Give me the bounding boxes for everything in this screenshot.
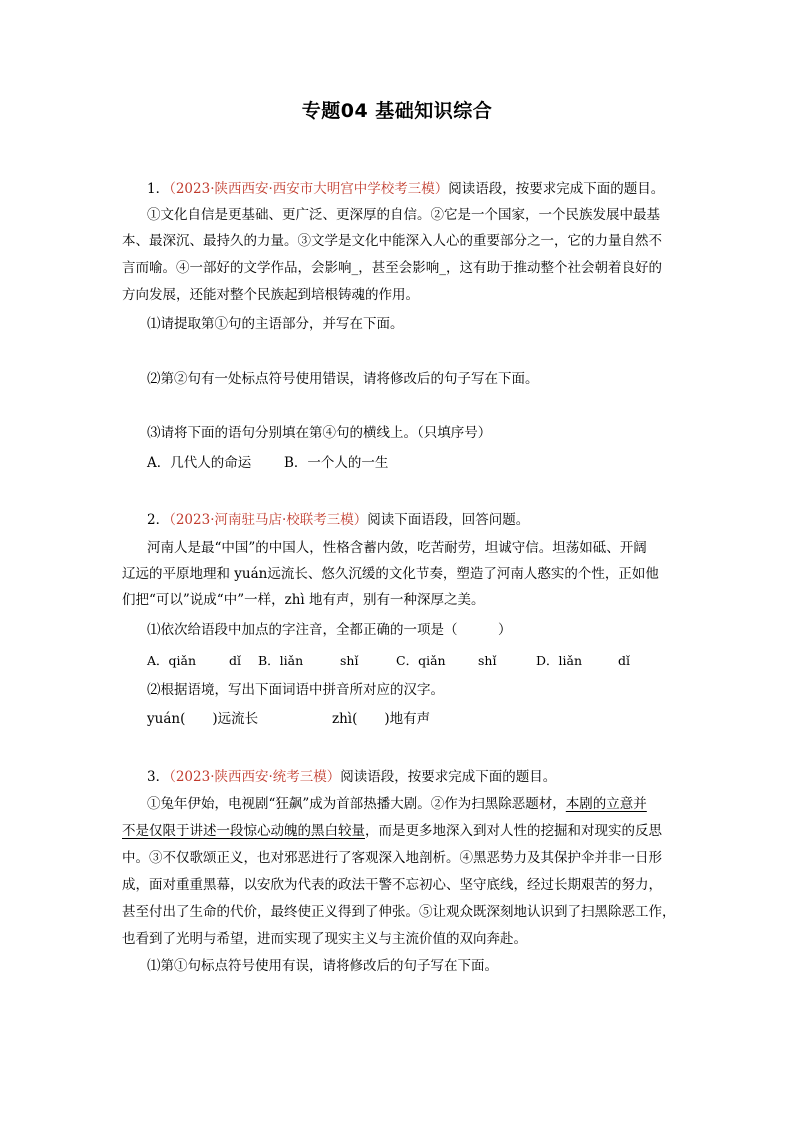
option-value: shǐ: [340, 653, 359, 668]
fill-in-item: yuán( )远流长: [147, 711, 259, 727]
question-prompt: 阅读语段，按要求完成下面的题目。: [340, 769, 557, 785]
passage-line: 中。③不仅歌颂正义，也对邪恶进行了客观深入地剖析。④黑恶势力及其保护伞并非一日形: [122, 850, 662, 866]
question-source: （2023·陕西西安·西安市大明宫中学校考三模）: [169, 181, 449, 197]
question-source: （2023·河南驻马店·校联考三模）: [169, 512, 368, 528]
passage-line: 方向发展，还能对整个民族起到培根铸魂的作用。: [122, 287, 419, 303]
question-prompt: 阅读语段，按要求完成下面的题目。: [448, 181, 665, 197]
sub-question: ⑵根据语境，写出下面词语中拼音所对应的汉字。: [147, 682, 444, 698]
fill-in-item: zhì( )地有声: [332, 711, 431, 727]
underlined-text: 本剧的立意并: [565, 796, 647, 812]
question-prompt: 阅读下面语段，回答问题。: [367, 512, 530, 528]
question-2-header: [147, 511, 529, 529]
passage-line: 辽远的平原地理和 yuán远流长、悠久沉缓的文化节奏，塑造了河南人憨实的个性，正如他: [122, 566, 659, 582]
option-b: B．一个人的一生: [284, 455, 389, 471]
question-1-header: [147, 180, 664, 198]
question-number: 3．: [147, 769, 170, 785]
sub-question: ⑴请提取第①句的主语部分，并写在下面。: [147, 316, 404, 332]
passage-line: 甚至付出了生命的代价，最终使正义得到了伸张。⑤让观众既深刻地认识到了扫黑除恶工作，: [122, 904, 676, 920]
question-3-header: [147, 768, 556, 786]
option-label: A．qiǎn: [147, 653, 197, 668]
underlined-text: 不是仅限于讲述一段惊心动魄的黑白较量: [122, 823, 365, 839]
sub-question: ⑴依次给语段中加点的字注音，全都正确的一项是（ ）: [147, 622, 512, 638]
question-number: 2．: [147, 512, 170, 528]
sub-question: ⑵第②句有一处标点符号使用错误，请将修改后的句子写在下面。: [147, 371, 539, 387]
option-value: dǐ: [618, 653, 630, 668]
passage-text: ，而是更多地深入到对人性的挖掘和对现实的反思: [365, 823, 662, 839]
option-a: A．几代人的命运: [147, 455, 252, 471]
passage-text: ①兔年伊始，电视剧“狂飙”成为首部热播大剧。②作为扫黑除恶题材，: [147, 796, 566, 812]
option-label: B．liǎn: [258, 653, 304, 668]
option-label: C．qiǎn: [396, 653, 446, 668]
page-title: 专题04 基础知识综合: [301, 100, 493, 122]
sub-question: ⑶请将下面的语句分别填在第④句的横线上。（只填序号）: [147, 425, 492, 441]
passage-line: 也看到了光明与希望，进而实现了现实主义与主流价值的双向奔赴。: [122, 931, 527, 947]
passage-line: 本、最深沉、最持久的力量。③文学是文化中能深入人心的重要部分之一，它的力量自然不: [122, 233, 662, 249]
passage-line: [122, 822, 662, 840]
sub-question: ⑴第①句标点符号使用有误，请将修改后的句子写在下面。: [147, 958, 498, 974]
passage-line: ①文化自信是更基础、更广泛、更深厚的自信。②它是一个国家，一个民族发展中最基: [147, 207, 660, 223]
question-number: 1．: [147, 181, 170, 197]
question-source: （2023·陕西西安·统考三模）: [169, 769, 341, 785]
passage-line: 成，面对重重黑幕，以安欣为代表的政法干警不忘初心、坚守底线，经过长期艰苦的努力，: [122, 877, 662, 893]
passage-line: 们把“可以”说成“中”一样，zhì 地有声，别有一种深厚之美。: [122, 592, 485, 608]
option-value: shǐ: [478, 653, 497, 668]
passage-line: 河南人是最“中国”的中国人，性格含蓄内敛，吃苦耐劳，坦诚守信。坦荡如砥、开阔: [147, 540, 647, 556]
option-label: D．liǎn: [536, 653, 583, 668]
passage-line: [147, 795, 647, 813]
passage-line: 言而喻。④一部好的文学作品，会影响_，甚至会影响_，这有助于推动整个社会朝着良好的: [122, 260, 662, 276]
option-value: dǐ: [229, 653, 241, 668]
